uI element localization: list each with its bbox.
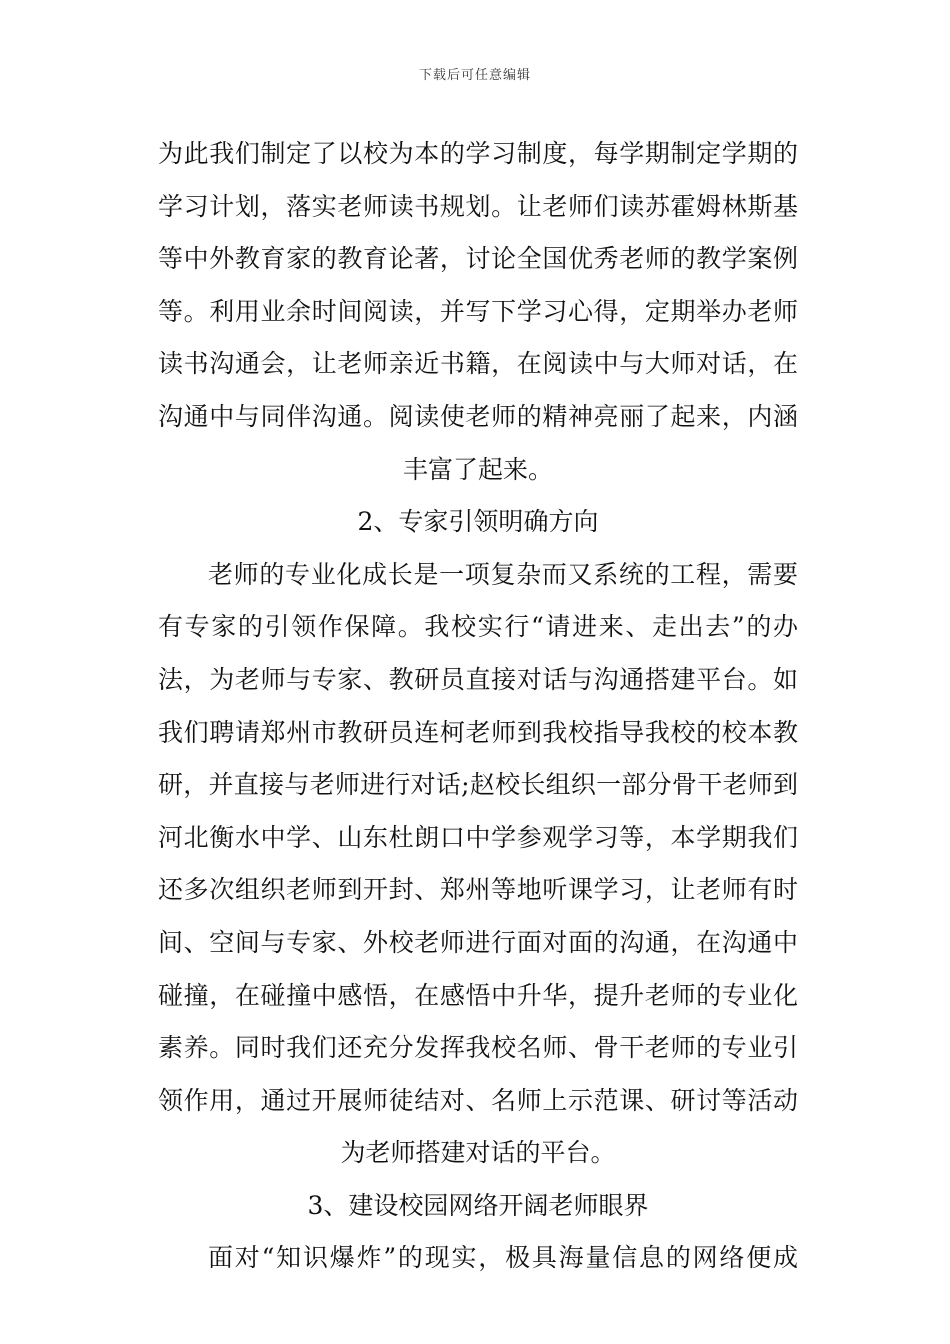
document-body xyxy=(158,128,798,1285)
section-heading-3: 3、建设校园网络开阔老师眼界 xyxy=(307,1190,649,1220)
text-line: 读书沟通会，让老师亲近书籍，在阅读中与大师对话，在 xyxy=(158,349,798,379)
text-line: 有专家的引领作保障。我校实行“请进来、走出去”的办 xyxy=(158,612,798,642)
text-line: 间、空间与专家、外校老师进行面对面的沟通，在沟通中 xyxy=(158,927,798,957)
text-line: 素养。同时我们还充分发挥我校名师、骨干老师的专业引 xyxy=(158,1033,798,1063)
text-line: 等。利用业余时间阅读，并写下学习心得，定期举办老师 xyxy=(158,296,798,326)
text-line: 碰撞，在碰撞中感悟，在感悟中升华，提升老师的专业化 xyxy=(158,980,798,1010)
paragraph-start-line: 面对“知识爆炸”的现实，极具海量信息的网络便成 xyxy=(208,1243,798,1273)
paragraph-end-line: 丰富了起来。 xyxy=(402,454,553,484)
paragraph-end-line: 为老师搭建对话的平台。 xyxy=(340,1138,616,1168)
text-line: 研，并直接与老师进行对话;赵校长组织一部分骨干老师到 xyxy=(158,770,798,800)
text-line: 还多次组织老师到开封、郑州等地听课学习，让老师有时 xyxy=(158,875,798,905)
paragraph-start-line: 老师的专业化成长是一项复杂而又系统的工程，需要 xyxy=(208,559,798,589)
text-line: 法，为老师与专家、教研员直接对话与沟通搭建平台。如 xyxy=(158,664,798,694)
section-heading-2: 2、专家引领明确方向 xyxy=(357,507,599,537)
text-line: 沟通中与同伴沟通。阅读使老师的精神亮丽了起来，内涵 xyxy=(158,401,798,431)
text-line: 学习计划，落实老师读书规划。让老师们读苏霍姆林斯基 xyxy=(158,191,798,221)
text-line: 为此我们制定了以校为本的学习制度，每学期制定学期的 xyxy=(158,139,798,168)
text-line: 等中外教育家的教育论著，讨论全国优秀老师的教学案例 xyxy=(158,244,798,274)
text-line: 河北衡水中学、山东杜朗口中学参观学习等，本学期我们 xyxy=(158,822,798,852)
text-line: 我们聘请郑州市教研员连柯老师到我校指导我校的校本教 xyxy=(158,717,798,747)
page-header: 下载后可任意编辑 xyxy=(418,68,531,83)
text-line: 领作用，通过开展师徒结对、名师上示范课、研讨等活动 xyxy=(158,1085,798,1115)
